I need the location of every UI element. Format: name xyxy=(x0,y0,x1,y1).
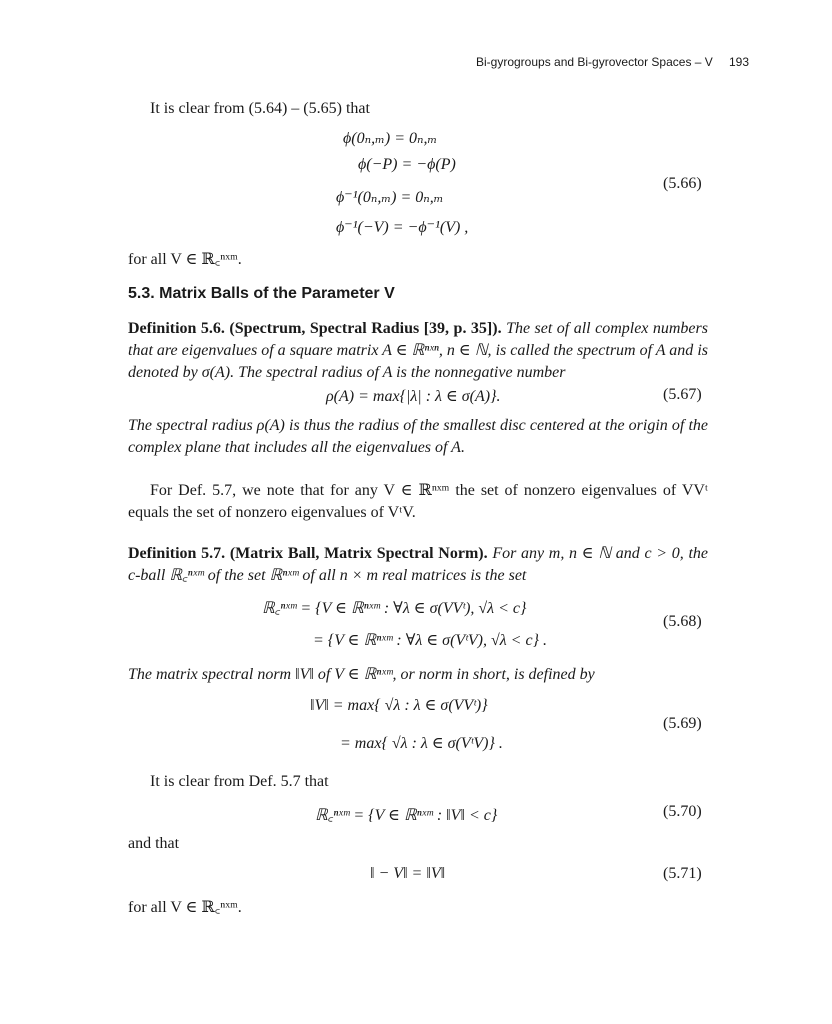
running-title: Bi-gyrogroups and Bi-gyrovector Spaces – V xyxy=(476,55,713,69)
eq-5-66-line-1: ϕ(0ₙ,ₘ) = 0ₙ,ₘ xyxy=(343,130,438,147)
definition-5-7 xyxy=(128,543,708,587)
def-5-7-note-text: For Def. 5.7, we note that for any V ∈ ℝⁿˣᵐ the set of nonzero eigenvalues of VVᵗ equals the set of nonzero eigenvalues of VᵗV. xyxy=(128,482,708,521)
eq-5-68-line-2: = {V ∈ ℝⁿˣᵐ : ∀λ ∈ σ(VᵗV), √λ < c} . xyxy=(313,632,547,649)
eq-5-69-line-2: = max{ √λ : λ ∈ σ(VᵗV)} . xyxy=(340,735,503,752)
clear-from-def-text: It is clear from Def. 5.7 that xyxy=(150,773,329,790)
eq-5-66-line-4: ϕ⁻¹(−V) = −ϕ⁻¹(V) , xyxy=(336,219,469,236)
page-number: 193 xyxy=(729,55,750,69)
def-5-6-after-text: The spectral radius ρ(A) is thus the radius of the smallest disc centered at the origin of the complex plane that includes all the eigenvalues of A. xyxy=(128,417,708,456)
eq-5-70-number: (5.70) xyxy=(663,803,702,820)
definition-5-6 xyxy=(128,318,708,384)
eq-5-69-number: (5.69) xyxy=(663,715,702,732)
def-5-6-label: Definition 5.6. (Spectrum, Spectral Radius [39, p. 35]). xyxy=(128,320,502,337)
and-that-text: and that xyxy=(128,835,180,852)
def-5-7-text: For any m, n ∈ ℕ and c > 0, the c-ball ℝ꜀ⁿˣᵐ of the set ℝⁿˣᵐ of all n × m real matrices is the set xyxy=(128,545,708,584)
eq-5-66-line-2: ϕ(−P) = −ϕ(P) xyxy=(358,156,456,173)
eq-5-66-number: (5.66) xyxy=(663,175,702,192)
eq-5-67-expr: ρ(A) = max{|λ| : λ ∈ σ(A)}. xyxy=(326,388,501,405)
eq-5-67-number: (5.67) xyxy=(663,386,702,403)
def-5-6-continuation xyxy=(128,415,708,459)
eq-5-69-line-1: ‖V‖ = max{ √λ : λ ∈ σ(VVᵗ)} xyxy=(310,697,488,714)
eq-5-68-number: (5.68) xyxy=(663,613,702,630)
def-5-7-norm-text: The matrix spectral norm ‖V‖ of V ∈ ℝⁿˣᵐ, or norm in short, is defined by xyxy=(128,666,595,683)
def-5-6-text: The set of all complex numbers that are eigenvalues of a square matrix A ∈ ℝⁿˣⁿ, n ∈ ℕ, is called the spectrum of A and is denoted by σ(A). The spectral radius of A is the nonnegative number xyxy=(128,320,708,381)
eq-5-71-number: (5.71) xyxy=(663,865,702,882)
for-all-text-2: for all V ∈ ℝ꜀ⁿˣᵐ. xyxy=(128,899,242,916)
eq-5-68-line-1: ℝ꜀ⁿˣᵐ = {V ∈ ℝⁿˣᵐ : ∀λ ∈ σ(VVᵗ), √λ < c} xyxy=(262,600,527,617)
def-5-7-note-paragraph xyxy=(128,480,708,524)
intro-text: It is clear from (5.64) – (5.65) that xyxy=(150,100,370,117)
def-5-7-label: Definition 5.7. (Matrix Ball, Matrix Spectral Norm). xyxy=(128,545,488,562)
for-all-text-1: for all V ∈ ℝ꜀ⁿˣᵐ. xyxy=(128,251,242,268)
eq-5-71-expr: ‖ − V‖ = ‖V‖ xyxy=(370,865,446,882)
eq-5-70-expr: ℝ꜀ⁿˣᵐ = {V ∈ ℝⁿˣᵐ : ‖V‖ < c} xyxy=(315,807,498,824)
section-heading: 5.3. Matrix Balls of the Parameter V xyxy=(128,285,395,302)
eq-5-66-line-3: ϕ⁻¹(0ₙ,ₘ) = 0ₙ,ₘ xyxy=(336,189,444,206)
